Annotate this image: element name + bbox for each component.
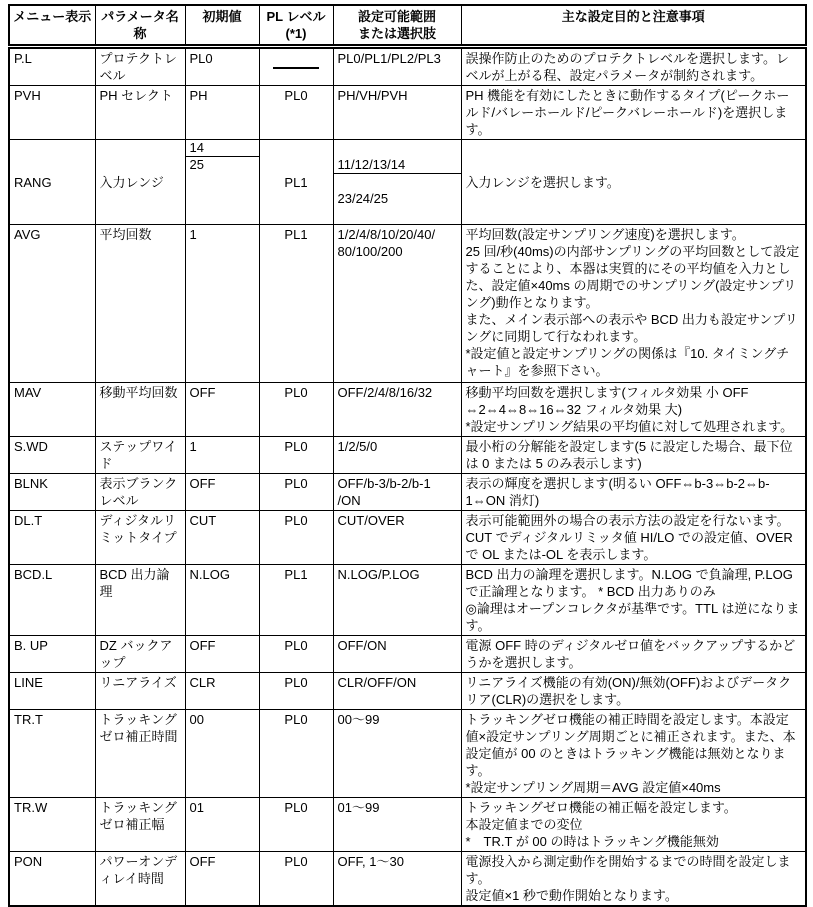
pl-level-cell: PL0 (259, 798, 333, 852)
initial-value-cell: N.LOG (185, 565, 259, 636)
description-cell: 入力レンジを選択します。 (461, 140, 806, 225)
pl-level-cell: PL0 (259, 383, 333, 437)
header-menu-display: メニュー表示 (9, 5, 95, 47)
table-row-avg (9, 225, 806, 383)
initial-value-cell: CUT (185, 511, 259, 565)
parameter-name-cell: 入力レンジ (95, 140, 185, 225)
header-purpose-notes: 主な設定目的と注意事項 (461, 5, 806, 47)
initial-value-cell: PH (185, 86, 259, 140)
description-cell: 表示の輝度を選択します(明るい OFF⇔b-3⇔b-2⇔b-1⇔ON 消灯) (461, 474, 806, 511)
menu-display-cell: MAV (9, 383, 95, 437)
initial-value-cell: OFF (185, 852, 259, 907)
table-row-mav (9, 383, 806, 437)
parameter-name-cell: 表示ブランクレベル (95, 474, 185, 511)
initial-value-cell: 01 (185, 798, 259, 852)
initial-value-cell: 1 (185, 437, 259, 474)
table-row-pvh (9, 86, 806, 140)
menu-display-cell: LINE (9, 673, 95, 710)
range-cell: 1/2/4/8/10/20/40/ 80/100/200 (333, 225, 461, 383)
menu-display-cell: S.WD (9, 437, 95, 474)
description-cell: PH 機能を有効にしたときに動作するタイプ(ピークホールド/バレーホールド/ピークバレーホールド)を選択します。 (461, 86, 806, 140)
range-cell: 01～99 (333, 798, 461, 852)
menu-display-cell: PVH (9, 86, 95, 140)
parameter-name-cell: ステップワイド (95, 437, 185, 474)
initial-value-sub-top: 14 (186, 140, 259, 157)
initial-value-cell: OFF (185, 474, 259, 511)
table-row-bcdl (9, 565, 806, 636)
description-cell: 平均回数(設定サンプリング速度)を選択します。 25 回/秒(40ms)の内部サンプリングの平均回数として設定することにより、本器は実質的にその平均値を入力とした、設定値×40ms の周期でのサンプリング(設定サンプリング)動作となります。 また、メイン表示部への表示や BCD 出力も設定サンプリングに同期して行なわれます。 *設定値と設定サンプリングの関係は『10. タイミングチャート』を参照下さい。 (461, 225, 806, 383)
menu-display-cell: PON (9, 852, 95, 907)
blank-level-line (273, 67, 319, 69)
range-cell: PL0/PL1/PL2/PL3 (333, 47, 461, 86)
parameter-name-cell: トラッキングゼロ補正幅 (95, 798, 185, 852)
parameter-name-cell: DZ バックアップ (95, 636, 185, 673)
pl-level-cell: PL0 (259, 673, 333, 710)
header-row (9, 5, 806, 47)
table-header (9, 5, 806, 47)
parameter-name-cell: プロテクトレベル (95, 47, 185, 86)
parameter-name-cell: トラッキングゼロ補正時間 (95, 710, 185, 798)
initial-value-sub-bottom: 25 (189, 157, 204, 172)
range-cell: OFF, 1～30 (333, 852, 461, 907)
initial-value-cell: 1 (185, 225, 259, 383)
range-sub-top: 11/12/13/14 (334, 157, 461, 174)
header-initial-value: 初期値 (185, 5, 259, 47)
range-cell: OFF/2/4/8/16/32 (333, 383, 461, 437)
range-cell: 00～99 (333, 710, 461, 798)
range-sub-bottom: 23/24/25 (337, 191, 389, 206)
parameter-name-cell: 平均回数 (95, 225, 185, 383)
table-row-pon (9, 852, 806, 907)
range-cell: N.LOG/P.LOG (333, 565, 461, 636)
description-cell: 表示可能範囲外の場合の表示方法の設定を行ないます。 CUT でディジタルリミッタ値 HI/LO での設定値、OVER で OL または-OL を表示します。 (461, 511, 806, 565)
range-cell: CLR/OFF/ON (333, 673, 461, 710)
parameter-name-cell: パワーオンディレイ時間 (95, 852, 185, 907)
parameter-name-cell: ディジタルリミットタイプ (95, 511, 185, 565)
table-row-blnk (9, 474, 806, 511)
initial-value-cell: OFF (185, 636, 259, 673)
pl-level-cell: PL1 (259, 140, 333, 225)
pl-level-cell: PL0 (259, 852, 333, 907)
initial-value-cell: PL0 (185, 47, 259, 86)
table-row-trw (9, 798, 806, 852)
pl-level-cell: PL0 (259, 511, 333, 565)
table-row-pl (9, 47, 806, 86)
initial-value-cell: 00 (185, 710, 259, 798)
description-cell: 最小桁の分解能を設定します(5 に設定した場合、最下位は 0 または 5 のみ表示します) (461, 437, 806, 474)
table-row-line (9, 673, 806, 710)
pl-level-cell: PL0 (259, 437, 333, 474)
pl-level-cell: PL0 (259, 710, 333, 798)
pl-level-cell: PL1 (259, 565, 333, 636)
pl-level-cell: PL0 (259, 86, 333, 140)
range-cell: OFF/ON (333, 636, 461, 673)
parameter-name-cell: BCD 出力論理 (95, 565, 185, 636)
table-row-trt (9, 710, 806, 798)
range-cell: PH/VH/PVH (333, 86, 461, 140)
header-pl-level: PL レベル (*1) (259, 5, 333, 47)
description-cell: BCD 出力の論理を選択します。N.LOG で負論理, P.LOG で正論理となります。 * BCD 出力ありのみ ◎論理はオープンコレクタが基準です。TTL は逆になります。 (461, 565, 806, 636)
parameter-name-cell: リニアライズ (95, 673, 185, 710)
menu-display-cell: P.L (9, 47, 95, 86)
parameter-name-cell: PH セレクト (95, 86, 185, 140)
menu-display-cell: RANG (9, 140, 95, 225)
pl-level-cell (259, 47, 333, 86)
header-parameter-name: パラメータ名称 (95, 5, 185, 47)
description-cell: 電源投入から測定動作を開始するまでの時間を設定します。 設定値×1 秒で動作開始となります。 (461, 852, 806, 907)
description-cell: リニアライズ機能の有効(ON)/無効(OFF)およびデータクリア(CLR)の選択をします。 (461, 673, 806, 710)
pl-level-cell: PL0 (259, 474, 333, 511)
description-cell: トラッキングゼロ機能の補正幅を設定します。 本設定値までの変位 * TR.T が 00 の時はトラッキング機能無効 (461, 798, 806, 852)
range-cell: OFF/b-3/b-2/b-1 /ON (333, 474, 461, 511)
header-setting-range: 設定可能範囲 または選択肢 (333, 5, 461, 47)
table-row-swd (9, 437, 806, 474)
initial-value-cell (185, 140, 259, 225)
parameter-name-cell: 移動平均回数 (95, 383, 185, 437)
menu-display-cell: DL.T (9, 511, 95, 565)
menu-display-cell: B. UP (9, 636, 95, 673)
menu-display-cell: TR.W (9, 798, 95, 852)
range-cell (333, 140, 461, 225)
description-cell: トラッキングゼロ機能の補正時間を設定します。本設定値×設定サンプリング周期ごとに補正されます。また、本設定値が 00 のときはトラッキング機能は無効となります。 *設定サンプリング周期＝AVG 設定値×40ms (461, 710, 806, 798)
pl-level-cell: PL0 (259, 636, 333, 673)
table-row-rang (9, 140, 806, 225)
description-cell: 移動平均回数を選択します(フィルタ効果 小 OFF ⇔2⇔4⇔8⇔16⇔32 フィルタ効果 大) *設定サンプリング結果の平均値に対して処理されます。 (461, 383, 806, 437)
initial-value-cell: OFF (185, 383, 259, 437)
description-cell: 誤操作防止のためのプロテクトレベルを選択します。レベルが上がる程、設定パラメータが制約されます。 (461, 47, 806, 86)
pl-level-cell: PL1 (259, 225, 333, 383)
menu-display-cell: BCD.L (9, 565, 95, 636)
parameter-table (8, 4, 807, 907)
range-cell: 1/2/5/0 (333, 437, 461, 474)
menu-display-cell: BLNK (9, 474, 95, 511)
menu-display-cell: TR.T (9, 710, 95, 798)
range-cell: CUT/OVER (333, 511, 461, 565)
menu-display-cell: AVG (9, 225, 95, 383)
initial-value-cell: CLR (185, 673, 259, 710)
description-cell: 電源 OFF 時のディジタルゼロ値をバックアップするかどうかを選択します。 (461, 636, 806, 673)
table-row-bup (9, 636, 806, 673)
table-row-dlt (9, 511, 806, 565)
